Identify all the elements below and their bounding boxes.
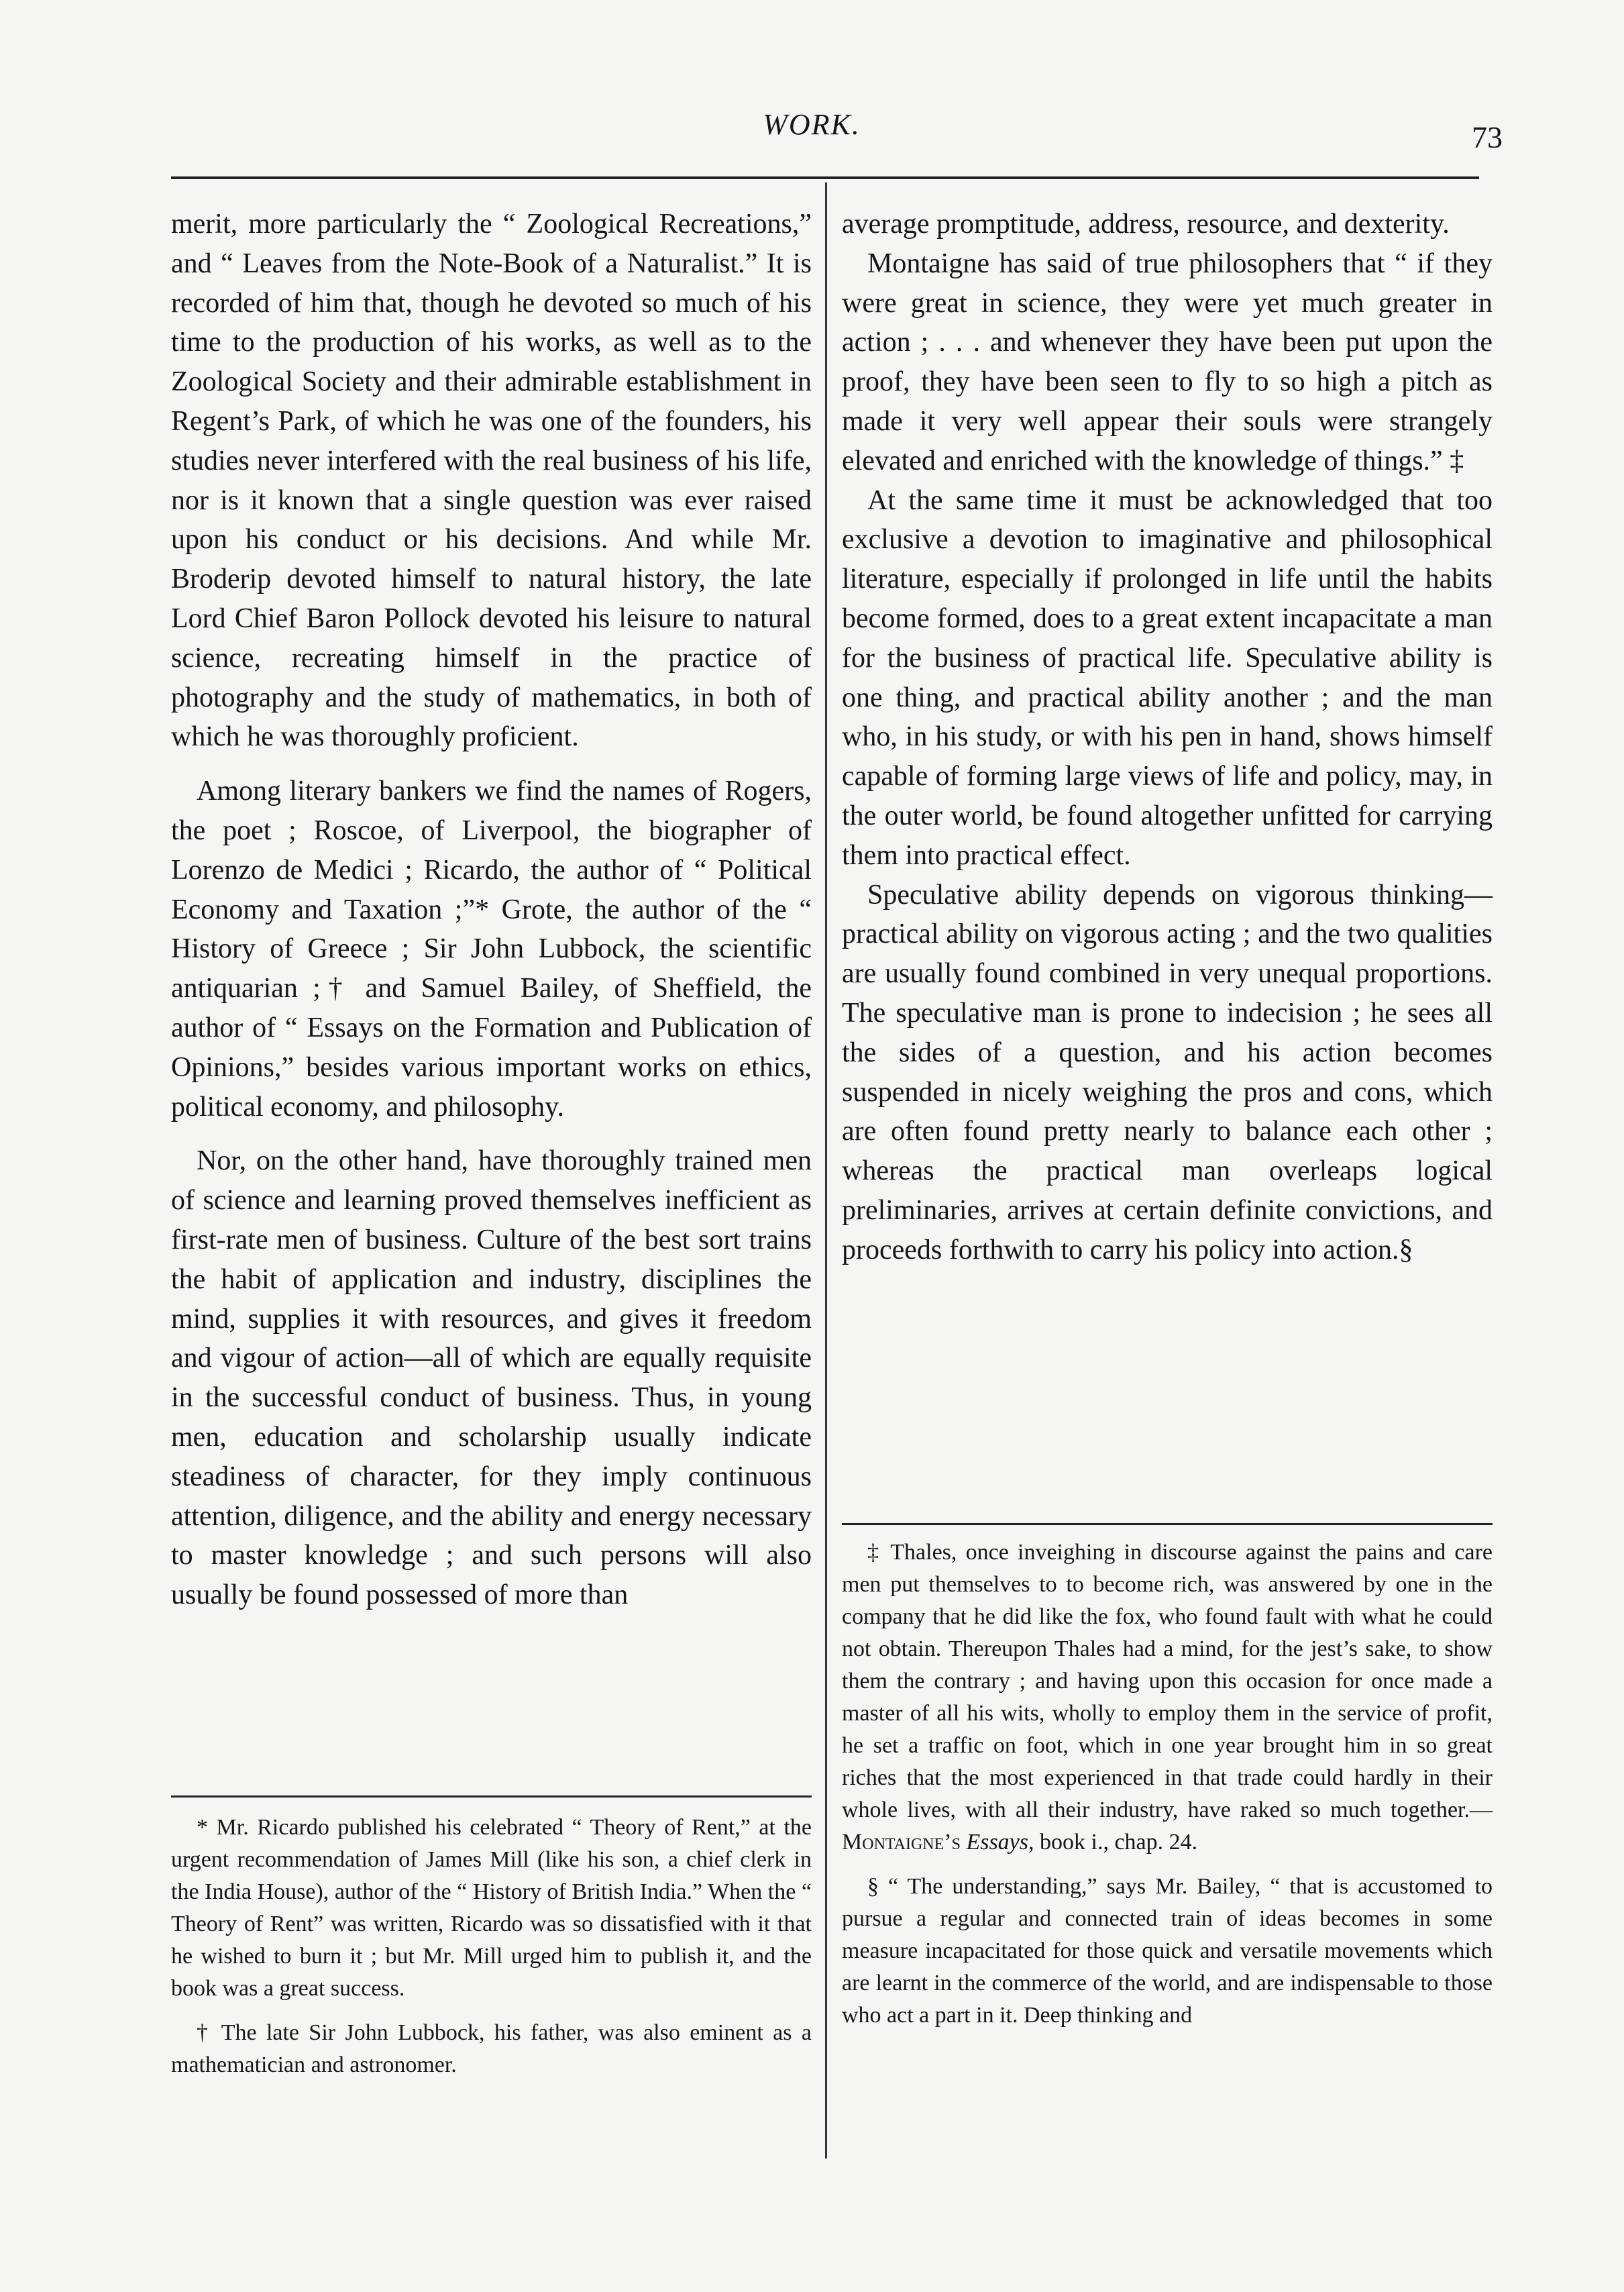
left-paragraph-2: Among literary bankers we find the names of Rogers, the poet ; Roscoe, of Liverpool, the biographer of Lorenzo de Medici ; Ricardo, the author of “ Political Economy and Taxation ;”* Grote, the author of the “ History of Greece ; Sir John Lubbock, the scientific antiquarian ;† and Samuel Bailey, of Sheffield, the author of “ Essays on the Formation and Publication of Opinions,” besides various important works on ethics, political economy, and philosophy. <box>171 776 812 1123</box>
footnotes-right <box>842 1536 1493 2032</box>
running-title: WORK. <box>763 108 861 141</box>
footnote-thales-source-work: Essays, <box>966 1830 1034 1855</box>
footnote-bailey: § “ The understanding,” says Mr. Bailey, “ that is accustomed to pursue a regular and connected train of ideas becomes in some measure incapacitated for those quick and versatile movements which are learnt in the commerce of the world, and are indispensable to those who act a part in it. Deep thinking and <box>842 1874 1493 2028</box>
page-number: 73 <box>1472 120 1503 154</box>
footnote-lubbock: † The late Sir John Lubbock, his father, was also eminent as a mathematician and astronomer. <box>171 2020 812 2077</box>
footnote-rule-right <box>842 1523 1493 1525</box>
footnote-thales-text: ‡ Thales, once inveighing in discourse against the pains and care men put themselves to to become rich, was answered by one in the company that he did like the fox, who found fault with what he could not obtain. Thereupon Thales had a mind, for the jest’s sake, to show them the contrary ; and having upon this occasion for once made a master of all his wits, wholly to employ them in the service of profit, he set a traffic on foot, which in one year brought him in so great riches that the most experienced in that trade could hardly in their whole lives, with all their industry, have raked so much together.— <box>842 1540 1493 1822</box>
left-paragraph-1: merit, more particularly the “ Zoological Recreations,” and “ Leaves from the Note-Book of a Naturalist.” It is recorded of him that, though he devoted so much of his time to the production of his works, as well as to the Zoological Society and their admirable establishment in Regent’s Park, of which he was one of the founders, his studies never interfered with the real business of his life, nor is it known that a single question was ever raised upon his conduct or his decisions. And while Mr. Broderip devoted himself to natural history, the late Lord Chief Baron Pollock devoted his leisure to natural science, recreating himself in the practice of photography and the study of mathematics, in both of which he was thoroughly proficient. <box>171 209 812 753</box>
header-rule <box>171 176 1479 179</box>
footnote-rule-left <box>171 1795 812 1798</box>
footnote-thales <box>842 1536 1493 1859</box>
column-divider <box>825 183 827 2158</box>
right-column <box>842 205 1493 1270</box>
right-paragraph-3: At the same time it must be acknowledged that too exclusive a devotion to imaginative and philosophical literature, especially if prolonged in life until the habits become formed, does to a great extent incapacitate a man for the business of practical life. Speculative ability is one thing, and practical ability another ; and the man who, in his study, or with his pen in hand, shows himself capable of forming large views of life and policy, may, in the outer world, be found altogether unfitted for carrying them into practical effect. <box>842 484 1493 871</box>
right-paragraph-1: average promptitude, address, resource, and dexterity. <box>842 209 1450 240</box>
footnote-thales-source-author: Montaigne’s <box>842 1830 961 1855</box>
footnote-ricardo: * Mr. Ricardo published his celebrated “ Theory of Rent,” at the urgent recommendation of James Mill (like his son, a chief clerk in the India House), author of the “ History of British India.” When the “ Theory of Rent” was written, Ricardo was so dissatisfied with it that he wished to burn it ; but Mr. Mill urged him to publish it, and the book was a great success. <box>171 1815 812 2001</box>
footnotes-left <box>171 1812 812 2081</box>
footnote-thales-source-ref: book i., chap. 24. <box>1034 1830 1198 1855</box>
left-paragraph-3: Nor, on the other hand, have thoroughly trained men of science and learning proved themselves inefficient as first-rate men of business. Culture of the best sort trains the habit of application and industry, disciplines the mind, supplies it with resources, and gives it freedom and vigour of action—all of which are equally requisite in the successful conduct of business. Thus, in young men, education and scholarship usually indicate steadiness of character, for they imply continuous attention, diligence, and the ability and energy necessary to master knowledge ; and such persons will also usually be found possessed of more than <box>171 1145 812 1611</box>
right-paragraph-2: Montaigne has said of true philosophers that “ if they were great in science, they were yet much greater in action ; . . . and whenever they have been put upon the proof, they have been seen to fly to so high a pitch as made it very well appear their souls were strangely elevated and enriched with the knowledge of things.” ‡ <box>842 248 1493 476</box>
right-paragraph-4: Speculative ability depends on vigorous thinking—practical ability on vigorous acting ; and the two qualities are usually found combined in very unequal proportions. The speculative man is prone to indecision ; he sees all the sides of a question, and his action becomes suspended in nicely weighing the pros and cons, which are often found pretty nearly to balance each other ; whereas the practical man overleaps logical preliminaries, arrives at certain definite convictions, and proceeds forthwith to carry his policy into action.§ <box>842 879 1493 1265</box>
left-column <box>171 205 812 1615</box>
